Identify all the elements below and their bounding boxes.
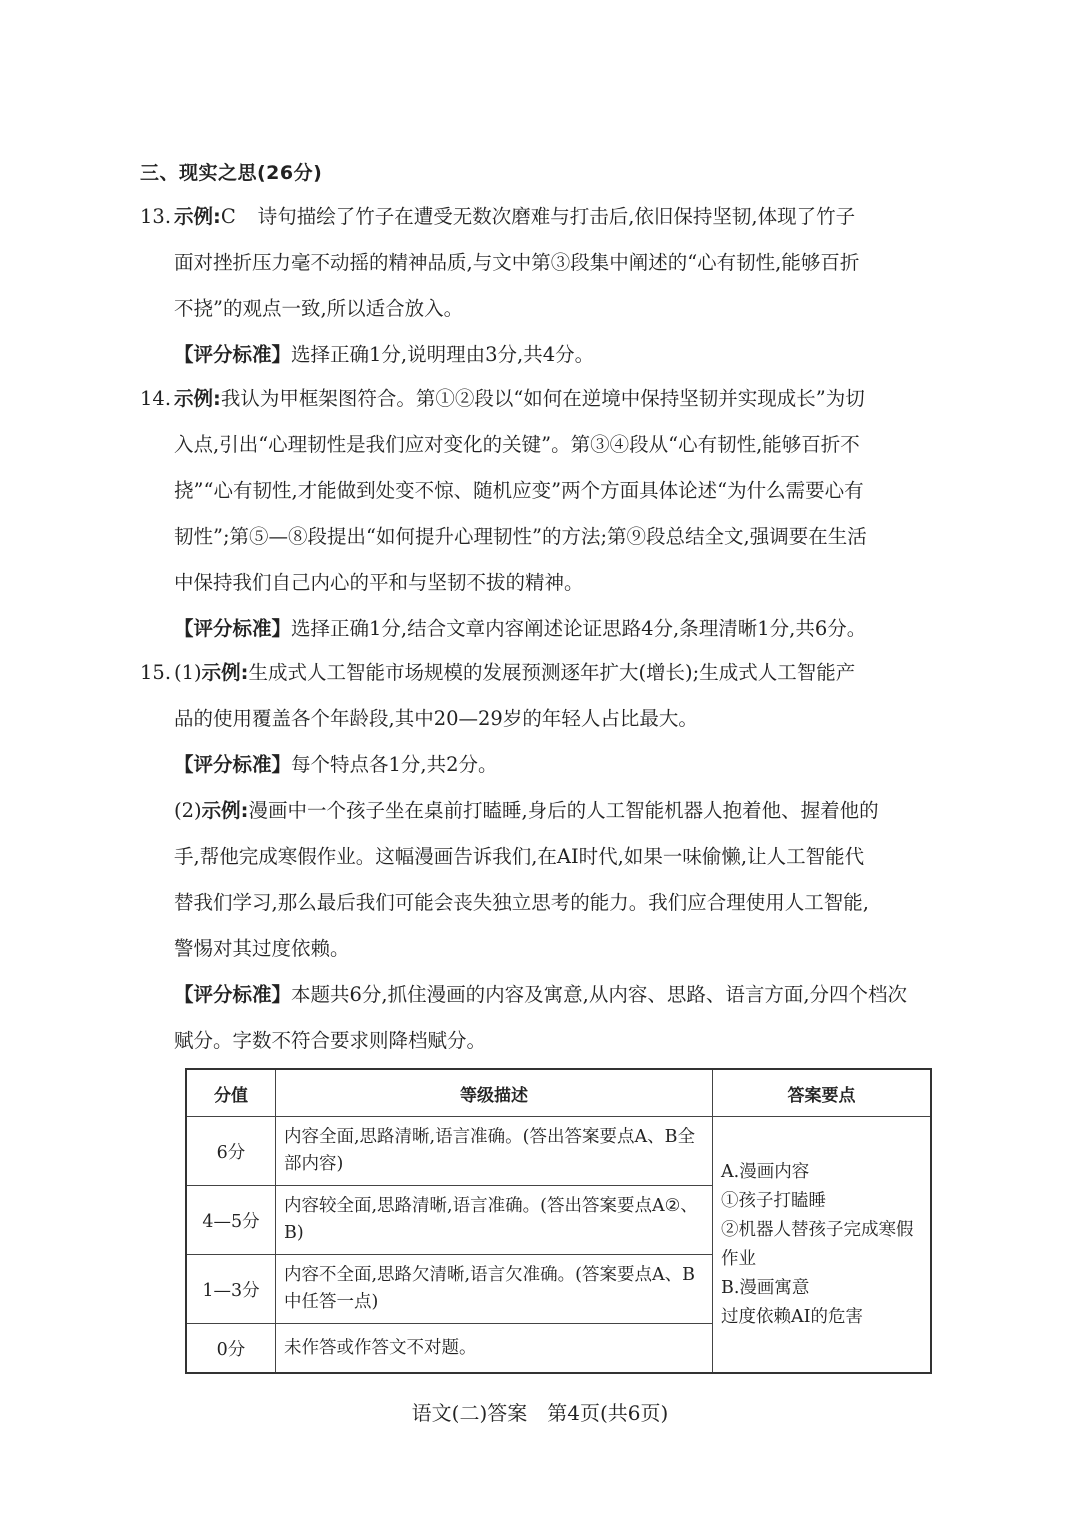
q15-part2-text-4: 警惕对其过度依赖。 [174, 937, 350, 960]
q15-part2-example-label: 示例: [201, 799, 249, 822]
q14-text-4: 韧性”;第⑤—⑧段提出“如何提升心理韧性”的方法;第⑨段总结全文,强调要在生活 [174, 525, 867, 548]
q13-criteria-label: 【评分标准】 [174, 343, 292, 366]
row-score: 4—5分 [186, 1186, 276, 1255]
q15-part2-text-2: 手,帮他完成寒假作业。这幅漫画告诉我们,在AI时代,如果一味偷懒,让人工智能代 [174, 845, 865, 868]
q13-number: 13. [140, 205, 172, 228]
row-description: 内容全面,思路清晰,语言准确。(答出答案要点A、B全部内容) [276, 1117, 713, 1186]
q13-example-label: 示例: [174, 205, 221, 228]
q15-part1-criteria-text: 每个特点各1分,共2分。 [291, 753, 498, 776]
q14-criteria-text: 选择正确1分,结合文章内容阐述论证思路4分,条理清晰1分,共6分。 [291, 617, 867, 640]
q15-part2-criteria [140, 980, 946, 1026]
q15-part2-text-1: 漫画中一个孩子坐在桌前打瞌睡,身后的人工智能机器人抱着他、握着他的 [248, 799, 879, 822]
question-14 [140, 384, 946, 660]
q15-part2-criteria-text-2: 赋分。字数不符合要求则降档赋分。 [174, 1029, 487, 1052]
q15-part2-line-1 [140, 796, 946, 842]
q15-number: 15. [140, 661, 172, 684]
answer-points-cell [713, 1117, 932, 1374]
header-description: 等级描述 [276, 1069, 713, 1117]
row-description: 未作答或作答文不对题。 [276, 1324, 713, 1374]
answer-point: A.漫画内容 [721, 1161, 810, 1182]
q14-text-5: 中保持我们自己内心的平和与坚韧不拔的精神。 [174, 571, 584, 594]
page-footer: 语文(二)答案 第4页(共6页) [411, 1401, 669, 1425]
header-score: 分值 [186, 1069, 276, 1117]
q15-part2-criteria-text-1: 本题共6分,抓住漫画的内容及寓意,从内容、思路、语言方面,分四个档次 [291, 983, 908, 1006]
q15-part1-prefix: (1) [174, 661, 202, 684]
q13-text-3: 不挠”的观点一致,所以适合放入。 [174, 297, 464, 320]
q15-part1-criteria [140, 750, 946, 796]
q14-text-2: 入点,引出“心理韧性是我们应对变化的关键”。第③④段从“心有韧性,能够百折不 [174, 433, 860, 456]
q15-part1-text-2: 品的使用覆盖各个年龄段,其中20—29岁的年轻人占比最大。 [174, 707, 698, 730]
q15-part1-criteria-label: 【评分标准】 [174, 753, 292, 776]
q14-line-1 [140, 384, 946, 430]
q15-part1-text-1: 生成式人工智能市场规模的发展预测逐年扩大(增长);生成式人工智能产 [248, 661, 856, 684]
q13-criteria [140, 340, 946, 386]
q13-answer: C [220, 205, 236, 228]
q14-criteria [140, 614, 946, 660]
row-description: 内容不全面,思路欠清晰,语言欠准确。(答案要点A、B中任答一点) [276, 1255, 713, 1324]
q13-line-1 [140, 202, 946, 248]
q14-text-3: 挠”“心有韧性,才能做到处变不惊、随机应变”两个方面具体论述“为什么需要心有 [174, 479, 864, 502]
q15-part2-prefix: (2) [174, 799, 202, 822]
row-score: 6分 [186, 1117, 276, 1186]
answer-point: 过度依赖AI的危害 [721, 1306, 864, 1327]
q14-criteria-label: 【评分标准】 [174, 617, 292, 640]
q14-example-label: 示例: [174, 387, 221, 410]
header-answer-points: 答案要点 [713, 1069, 932, 1117]
row-score: 0分 [186, 1324, 276, 1374]
answer-point: B.漫画寓意 [721, 1277, 810, 1298]
answer-point: ②机器人替孩子完成寒假作业 [721, 1219, 914, 1269]
q13-text-2: 面对挫折压力毫不动摇的精神品质,与文中第③段集中阐述的“心有韧性,能够百折 [174, 251, 860, 274]
q14-number: 14. [140, 387, 172, 410]
q15-line-1 [140, 658, 946, 704]
q13-criteria-text: 选择正确1分,说明理由3分,共4分。 [291, 343, 595, 366]
table-row [186, 1117, 931, 1186]
grading-table [185, 1068, 932, 1374]
answer-point: ①孩子打瞌睡 [721, 1190, 826, 1211]
q15-part2-criteria-label: 【评分标准】 [174, 983, 292, 1006]
question-15 [140, 658, 946, 1072]
q13-text-1: 诗句描绘了竹子在遭受无数次磨难与打击后,依旧保持坚韧,体现了竹子 [257, 205, 856, 228]
section-title: 三、现实之思(26分) [140, 162, 323, 184]
q15-part1-example-label: 示例: [201, 661, 249, 684]
q14-text-1: 我认为甲框架图符合。第①②段以“如何在逆境中保持坚韧并实现成长”为切 [220, 387, 865, 410]
table-header-row [186, 1069, 931, 1117]
question-13 [140, 202, 946, 386]
row-description: 内容较全面,思路清晰,语言准确。(答出答案要点A②、B) [276, 1186, 713, 1255]
q15-part2-text-3: 替我们学习,那么最后我们可能会丧失独立思考的能力。我们应合理使用人工智能, [174, 891, 869, 914]
row-score: 1—3分 [186, 1255, 276, 1324]
